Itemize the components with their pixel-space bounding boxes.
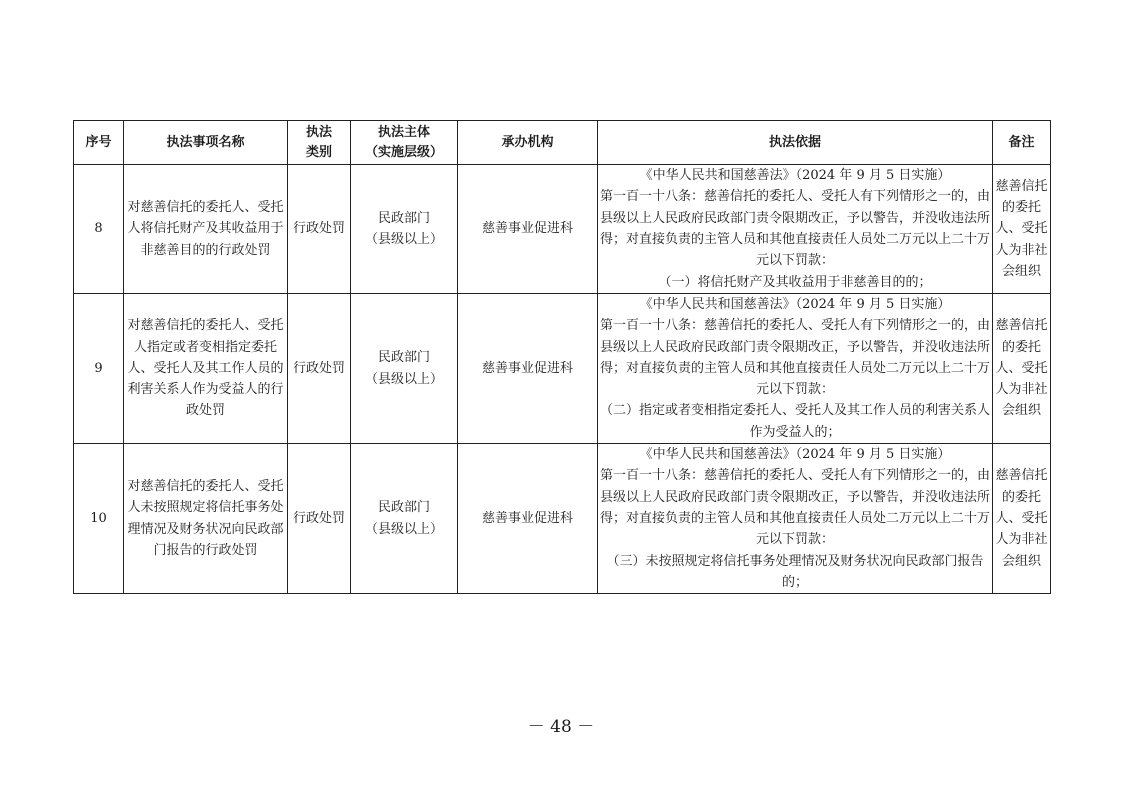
enforcement-items-table [73,120,1051,594]
basis-law-title: 《中华人民共和国慈善法》（2024 年 9 月 5 日实施） [639,297,951,312]
header-basis: 执法依据 [598,121,993,165]
row-subject [351,294,458,444]
basis-law-title: 《中华人民共和国慈善法》（2024 年 9 月 5 日实施） [639,168,951,184]
row-note: 慈善信托的委托人、受托人为非社会组织 [993,165,1051,294]
table-row [74,444,1051,594]
basis-article: 第一百一十八条：慈善信托的委托人、受托人有下列情形之一的，由县级以上人民政府民政部门责令限期改正，予以警告，并没收违法所得；对直接负责的主管人员和其他直接责任人员处二万元以上二十万元以下罚款： [599,318,990,398]
header-subject-line: （实施层级） [364,144,443,160]
row-item-name: 对慈善信托的委托人、受托人指定或者变相指定委托人、受托人及其工作人员的利害关系人作为受益人的行政处罚 [124,294,288,444]
row-subject-line: （县级以上） [364,371,443,387]
header-category-line: 执法 [305,124,332,140]
row-org: 慈善事业促进科 [458,294,598,444]
row-basis [598,165,993,294]
row-subject [351,165,458,294]
header-subject [351,121,458,165]
row-category: 行政处罚 [288,165,351,294]
header-note: 备注 [993,121,1051,165]
basis-law-title: 《中华人民共和国慈善法》（2024 年 9 月 5 日实施） [639,447,951,463]
header-category [288,121,351,165]
table-header-row [74,121,1051,165]
table-row [74,294,1051,444]
page-number: － 48 － [527,717,595,737]
basis-article: 第一百一十八条：慈善信托的委托人、受托人有下列情形之一的，由县级以上人民政府民政部门责令限期改正，予以警告，并没收违法所得；对直接负责的主管人员和其他直接责任人员处二万元以上二十万元以下罚款： [599,189,990,269]
basis-clause: （二）指定或者变相指定委托人、受托人及其工作人员的利害关系人作为受益人的； [599,403,990,440]
row-note: 慈善信托的委托人、受托人为非社会组织 [993,294,1051,444]
header-seq: 序号 [74,121,124,165]
row-category: 行政处罚 [288,294,351,444]
row-item-name: 对慈善信托的委托人、受托人未按照规定将信托事务处理情况及财务状况向民政部门报告的行政处罚 [124,444,288,594]
row-subject [351,444,458,594]
row-basis [598,294,993,444]
header-category-line: 类别 [305,144,332,160]
row-category: 行政处罚 [288,444,351,594]
row-item-name: 对慈善信托的委托人、受托人将信托财产及其收益用于非慈善目的的行政处罚 [124,165,288,294]
row-subject-line: （县级以上） [364,232,443,247]
basis-clause: （三）未按照规定将信托事务处理情况及财务状况向民政部门报告的； [606,553,984,590]
row-subject-line: 民政部门 [377,210,430,226]
row-seq: 9 [74,294,124,444]
row-org: 慈善事业促进科 [458,165,598,294]
row-seq: 10 [74,444,124,594]
header-org: 承办机构 [458,121,598,165]
header-subject-line: 执法主体 [377,124,430,140]
row-subject-line: 民政部门 [377,350,430,366]
table-row [74,165,1051,294]
row-subject-line: （县级以上） [364,521,443,537]
basis-article: 第一百一十八条：慈善信托的委托人、受托人有下列情形之一的，由县级以上人民政府民政部门责令限期改正，予以警告，并没收违法所得；对直接负责的主管人员和其他直接责任人员处二万元以上二十万元以下罚款： [599,468,990,548]
basis-clause: （一）将信托财产及其收益用于非慈善目的的； [658,274,932,290]
row-basis [598,444,993,594]
row-note: 慈善信托的委托人、受托人为非社会组织 [993,444,1051,594]
row-org: 慈善事业促进科 [458,444,598,594]
row-seq: 8 [74,165,124,294]
row-subject-line: 民政部门 [377,500,430,516]
header-name: 执法事项名称 [124,121,288,165]
